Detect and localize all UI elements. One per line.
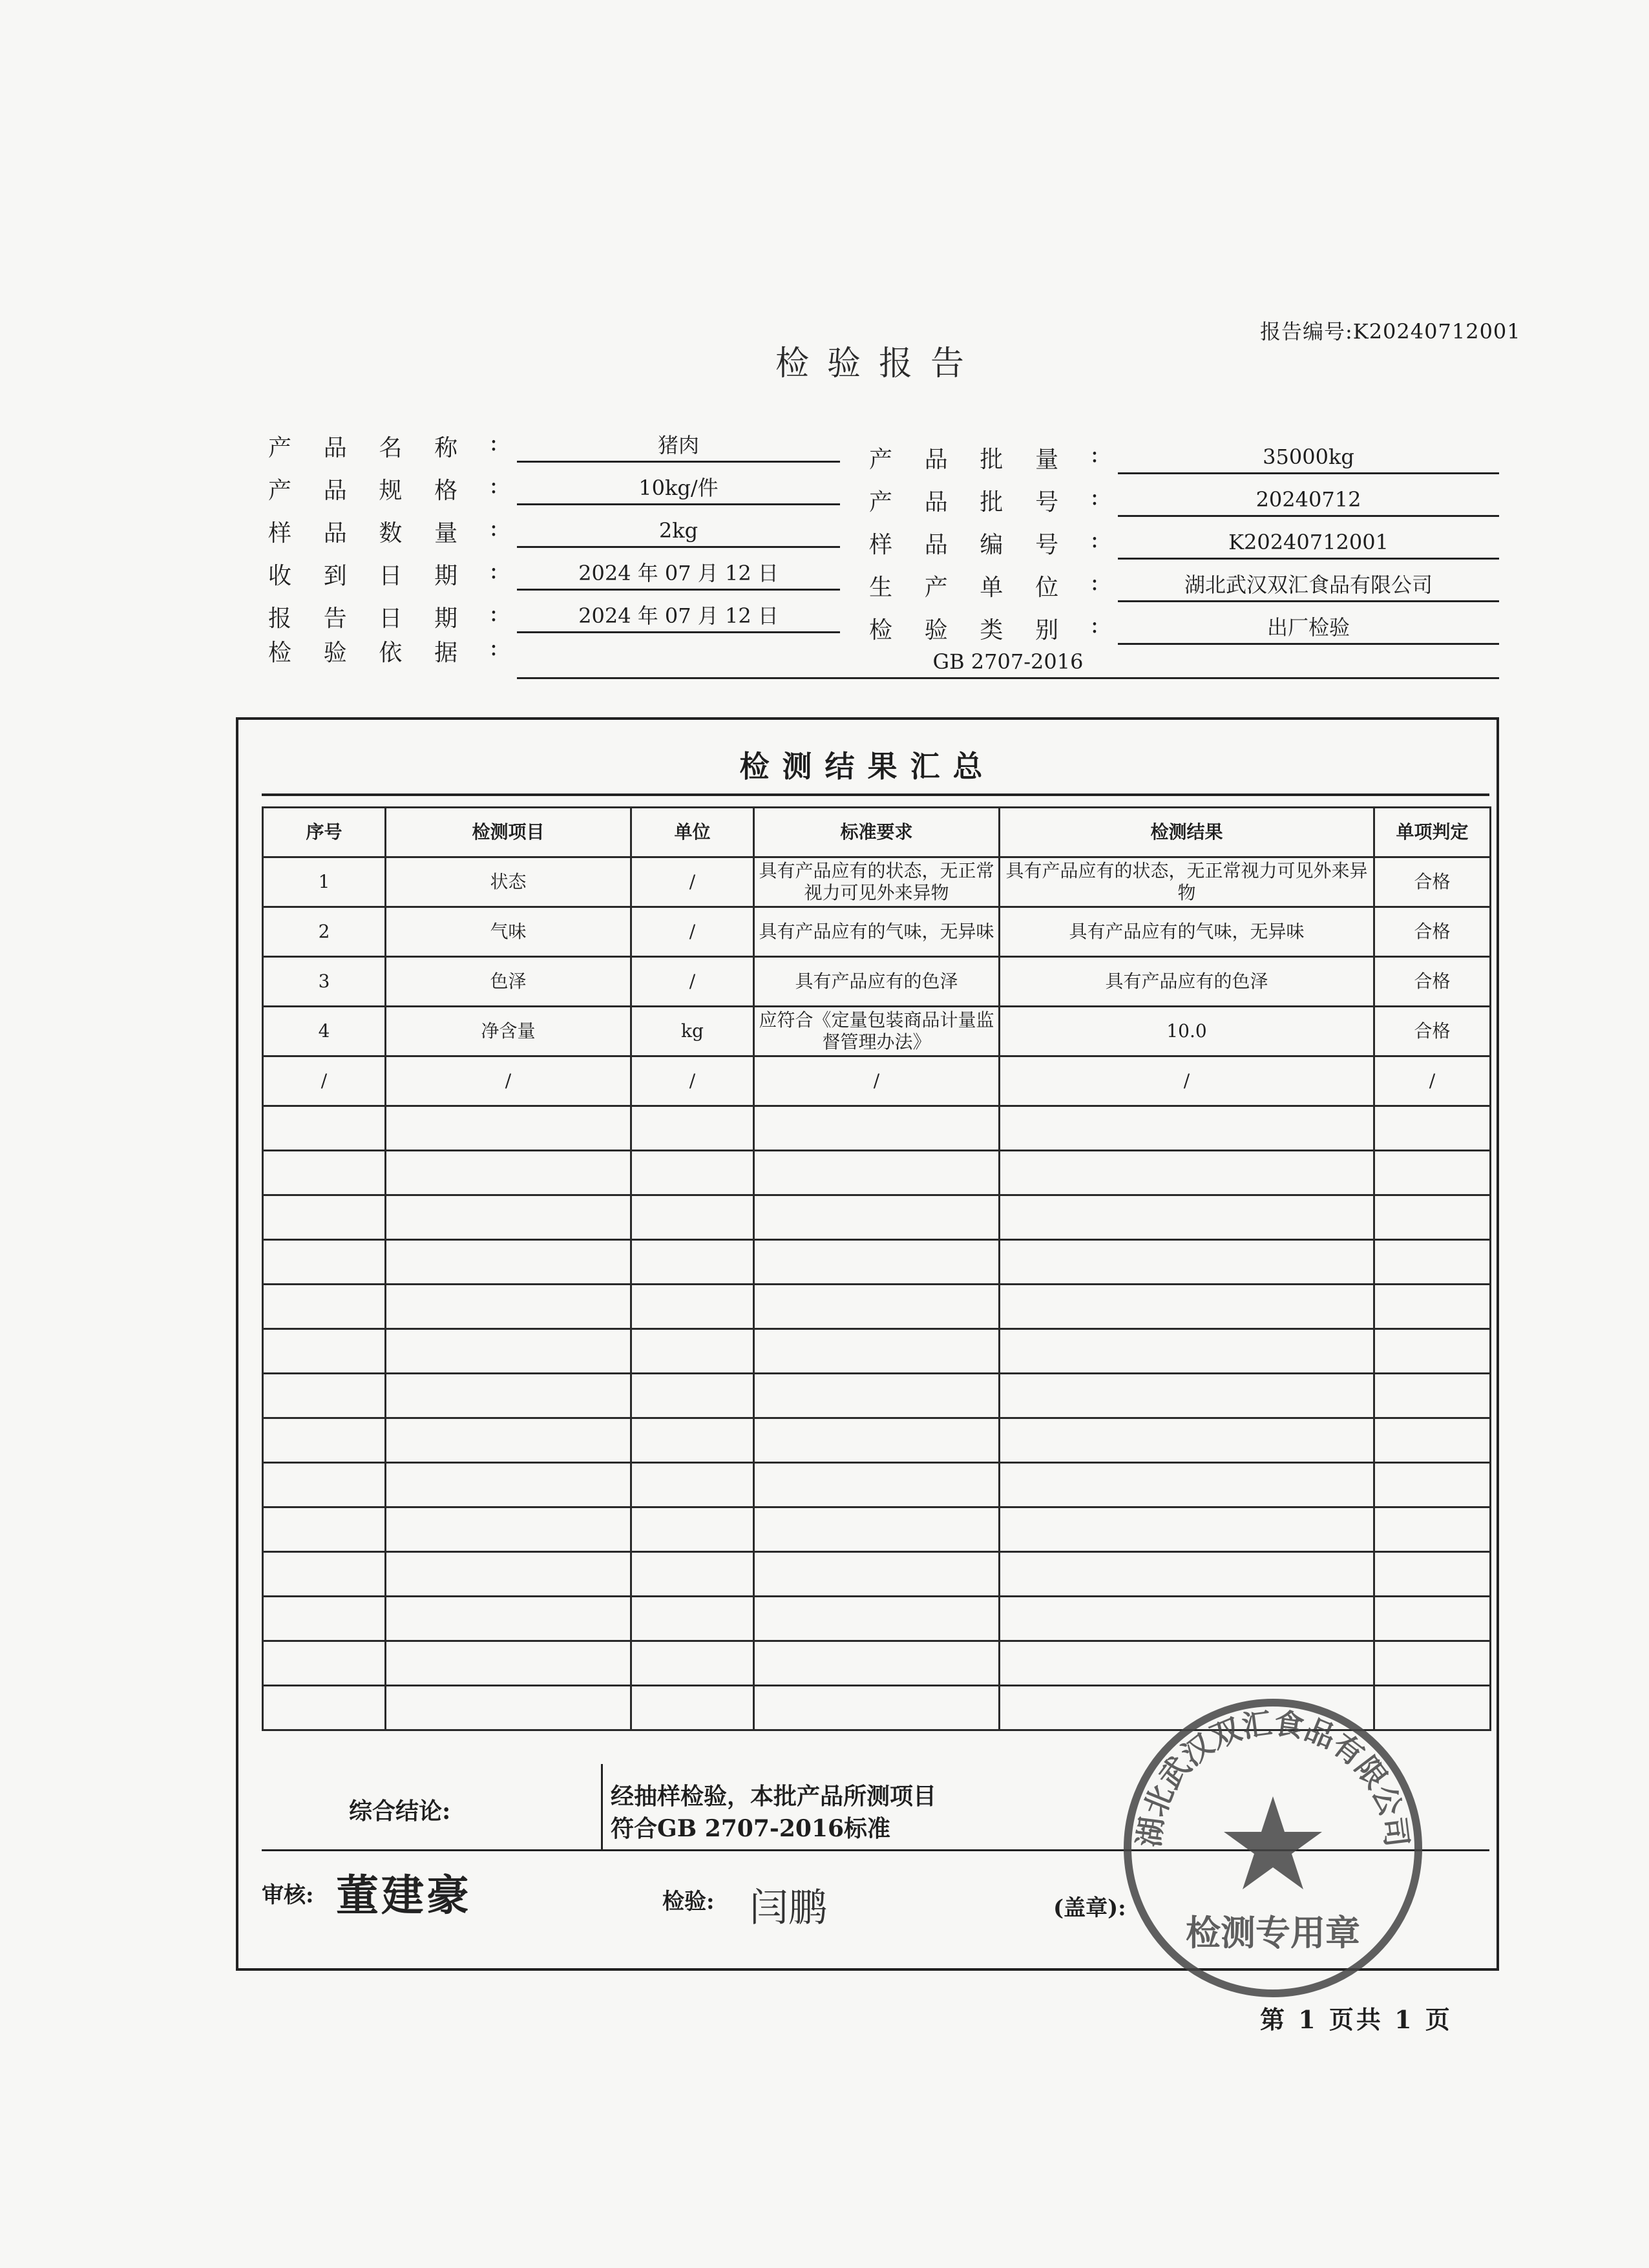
empty-cell — [1374, 1374, 1491, 1418]
empty-table-row — [263, 1641, 1491, 1686]
left-info-block — [268, 420, 840, 633]
right-field-label: 样 品 编 号 : — [869, 527, 1098, 558]
empty-cell — [386, 1552, 631, 1597]
empty-cell — [1374, 1151, 1491, 1195]
right-field-label: 生 产 单 位 : — [869, 569, 1098, 601]
results-header-cell: 单位 — [631, 808, 754, 857]
empty-cell — [1000, 1552, 1374, 1597]
empty-cell — [754, 1641, 1000, 1686]
empty-cell — [386, 1686, 631, 1730]
table-cell: 色泽 — [386, 957, 631, 1007]
left-field-value: 2024 年 07 月 12 日 — [517, 558, 840, 591]
table-cell: / — [631, 857, 754, 907]
conclusion-line-2: 符合GB 2707-2016标准 — [611, 1815, 891, 1842]
table-cell: / — [631, 957, 754, 1007]
basis-value: GB 2707-2016 — [517, 646, 1499, 679]
empty-cell — [1374, 1418, 1491, 1463]
empty-cell — [263, 1641, 386, 1686]
table-row — [263, 907, 1491, 957]
empty-cell — [631, 1686, 754, 1730]
table-row — [263, 1007, 1491, 1056]
seal-label: (盖章): — [1053, 1895, 1126, 1921]
empty-cell — [386, 1374, 631, 1418]
table-cell: 合格 — [1374, 857, 1491, 907]
empty-table-row — [263, 1195, 1491, 1240]
right-field-value: 湖北武汉双汇食品有限公司 — [1118, 569, 1499, 602]
empty-cell — [1374, 1552, 1491, 1597]
empty-cell — [1374, 1641, 1491, 1686]
empty-cell — [1374, 1106, 1491, 1151]
conclusion-line-1: 经抽样检验，本批产品所测项目 — [611, 1783, 937, 1810]
reviewer-signature: 董建豪 — [336, 1870, 472, 1920]
empty-cell — [263, 1106, 386, 1151]
left-field-value: 2kg — [517, 515, 840, 548]
left-field-1 — [268, 463, 840, 505]
empty-table-row — [263, 1507, 1491, 1552]
empty-cell — [386, 1106, 631, 1151]
empty-cell — [1000, 1329, 1374, 1374]
empty-cell — [263, 1374, 386, 1418]
empty-cell — [754, 1329, 1000, 1374]
left-field-3 — [268, 548, 840, 591]
empty-cell — [754, 1597, 1000, 1641]
right-field-0 — [869, 432, 1499, 474]
table-cell: / — [631, 907, 754, 957]
empty-cell — [263, 1597, 386, 1641]
seal-center-text: 检测专用章 — [1186, 1912, 1360, 1953]
empty-cell — [1000, 1106, 1374, 1151]
report-number: 报告编号:K20240712001 — [1260, 319, 1521, 344]
star-icon — [1224, 1796, 1322, 1889]
empty-cell — [1374, 1240, 1491, 1285]
empty-cell — [263, 1195, 386, 1240]
table-cell: / — [1000, 1056, 1374, 1106]
empty-cell — [386, 1329, 631, 1374]
table-cell: / — [631, 1056, 754, 1106]
empty-cell — [1000, 1418, 1374, 1463]
results-title-divider — [262, 793, 1489, 796]
empty-cell — [1000, 1507, 1374, 1552]
table-cell: 10.0 — [1000, 1007, 1374, 1056]
empty-table-row — [263, 1329, 1491, 1374]
left-field-label: 报 告 日 期 : — [268, 600, 498, 632]
empty-cell — [631, 1418, 754, 1463]
inspector-label: 检验: — [662, 1889, 715, 1915]
empty-table-row — [263, 1552, 1491, 1597]
page-title: 检验报告 — [775, 344, 982, 383]
empty-cell — [386, 1597, 631, 1641]
table-cell: / — [754, 1056, 1000, 1106]
empty-cell — [386, 1641, 631, 1686]
empty-cell — [754, 1151, 1000, 1195]
left-field-value: 10kg/件 — [517, 472, 840, 505]
empty-cell — [754, 1106, 1000, 1151]
empty-cell — [631, 1151, 754, 1195]
table-cell: 状态 — [386, 857, 631, 907]
basis-label: 检 验 依 据 : — [268, 635, 498, 666]
table-row — [263, 1056, 1491, 1106]
empty-cell — [263, 1418, 386, 1463]
empty-cell — [1374, 1597, 1491, 1641]
left-field-label: 收 到 日 期 : — [268, 558, 498, 589]
empty-cell — [386, 1507, 631, 1552]
empty-cell — [263, 1151, 386, 1195]
left-field-label: 样 品 数 量 : — [268, 515, 498, 547]
right-field-label: 产 品 批 号 : — [869, 484, 1098, 516]
empty-cell — [263, 1329, 386, 1374]
empty-cell — [386, 1240, 631, 1285]
table-cell: 3 — [263, 957, 386, 1007]
empty-cell — [263, 1463, 386, 1507]
empty-cell — [754, 1195, 1000, 1240]
table-cell: 具有产品应有的气味，无异味 — [1000, 907, 1374, 957]
empty-cell — [263, 1686, 386, 1730]
table-cell: / — [386, 1056, 631, 1106]
empty-cell — [754, 1686, 1000, 1730]
empty-cell — [631, 1552, 754, 1597]
table-cell: 具有产品应有的状态，无正常视力可见外来异物 — [1000, 857, 1374, 907]
conclusion-divider — [601, 1764, 603, 1849]
results-title: 检测结果汇总 — [739, 749, 996, 784]
results-header-cell: 标准要求 — [754, 808, 1000, 857]
table-cell: 气味 — [386, 907, 631, 957]
empty-cell — [386, 1418, 631, 1463]
empty-cell — [1374, 1195, 1491, 1240]
right-field-2 — [869, 517, 1499, 560]
empty-cell — [263, 1552, 386, 1597]
left-field-2 — [268, 505, 840, 548]
basis-row — [268, 635, 498, 667]
table-row — [263, 857, 1491, 907]
empty-cell — [386, 1463, 631, 1507]
table-cell: 具有产品应有的气味，无异味 — [754, 907, 1000, 957]
empty-table-row — [263, 1106, 1491, 1151]
table-cell: 1 — [263, 857, 386, 907]
empty-cell — [1000, 1195, 1374, 1240]
right-field-value: K20240712001 — [1118, 527, 1499, 560]
table-cell: 应符合《定量包装商品计量监督管理办法》 — [754, 1007, 1000, 1056]
right-field-label: 产 品 批 量 : — [869, 441, 1098, 473]
right-field-value: 20240712 — [1118, 484, 1499, 517]
table-cell: 具有产品应有的色泽 — [754, 957, 1000, 1007]
empty-cell — [1000, 1151, 1374, 1195]
right-field-3 — [869, 560, 1499, 602]
empty-table-row — [263, 1285, 1491, 1329]
empty-table-row — [263, 1463, 1491, 1507]
table-cell: 合格 — [1374, 907, 1491, 957]
empty-cell — [754, 1418, 1000, 1463]
company-seal — [1111, 1686, 1434, 2010]
table-cell: 净含量 — [386, 1007, 631, 1056]
table-cell: 2 — [263, 907, 386, 957]
conclusion-label: 综合结论: — [349, 1798, 451, 1825]
empty-cell — [263, 1240, 386, 1285]
empty-cell — [631, 1507, 754, 1552]
empty-cell — [263, 1507, 386, 1552]
table-cell: 4 — [263, 1007, 386, 1056]
table-cell: 合格 — [1374, 1007, 1491, 1056]
empty-table-row — [263, 1240, 1491, 1285]
empty-cell — [1000, 1240, 1374, 1285]
right-field-label: 检 验 类 别 : — [869, 612, 1098, 644]
right-field-4 — [869, 602, 1499, 645]
empty-cell — [1374, 1507, 1491, 1552]
empty-table-row — [263, 1151, 1491, 1195]
empty-cell — [1374, 1285, 1491, 1329]
left-field-4 — [268, 591, 840, 633]
empty-cell — [386, 1151, 631, 1195]
empty-cell — [754, 1240, 1000, 1285]
seal-ring-text: 湖北武汉双汇食品有限公司 — [1131, 1705, 1415, 1849]
results-header-cell: 单项判定 — [1374, 808, 1491, 857]
empty-cell — [754, 1463, 1000, 1507]
right-info-block — [869, 432, 1499, 645]
conclusion-text — [611, 1780, 1011, 1845]
table-cell: / — [263, 1056, 386, 1106]
reviewer-label: 审核: — [262, 1882, 314, 1908]
left-field-label: 产 品 规 格 : — [268, 472, 498, 504]
empty-cell — [631, 1240, 754, 1285]
empty-cell — [1374, 1463, 1491, 1507]
empty-cell — [386, 1285, 631, 1329]
empty-cell — [631, 1106, 754, 1151]
empty-cell — [754, 1507, 1000, 1552]
empty-cell — [1000, 1641, 1374, 1686]
empty-cell — [1000, 1463, 1374, 1507]
table-cell: 合格 — [1374, 957, 1491, 1007]
empty-cell — [1000, 1285, 1374, 1329]
left-field-value: 猪肉 — [517, 430, 840, 463]
empty-cell — [631, 1195, 754, 1240]
table-cell: 具有产品应有的状态，无正常视力可见外来异物 — [754, 857, 1000, 907]
left-field-value: 2024 年 07 月 12 日 — [517, 600, 840, 633]
empty-table-row — [263, 1597, 1491, 1641]
table-row — [263, 957, 1491, 1007]
right-field-value: 出厂检验 — [1118, 612, 1499, 645]
empty-cell — [631, 1374, 754, 1418]
results-header-cell: 序号 — [263, 808, 386, 857]
results-header-cell: 检测结果 — [1000, 808, 1374, 857]
empty-cell — [631, 1597, 754, 1641]
page-number: 第 1 页共 1 页 — [1260, 2005, 1453, 2034]
empty-cell — [754, 1552, 1000, 1597]
left-field-0 — [268, 420, 840, 463]
results-header-cell: 检测项目 — [386, 808, 631, 857]
empty-table-row — [263, 1418, 1491, 1463]
right-field-value: 35000kg — [1118, 441, 1499, 474]
right-field-1 — [869, 474, 1499, 517]
empty-table-row — [263, 1374, 1491, 1418]
empty-cell — [386, 1195, 631, 1240]
empty-cell — [631, 1329, 754, 1374]
empty-cell — [631, 1463, 754, 1507]
table-cell: / — [1374, 1056, 1491, 1106]
left-field-label: 产 品 名 称 : — [268, 430, 498, 461]
empty-cell — [631, 1641, 754, 1686]
results-table — [262, 806, 1491, 1731]
empty-cell — [754, 1374, 1000, 1418]
empty-cell — [754, 1285, 1000, 1329]
empty-cell — [631, 1285, 754, 1329]
inspector-signature: 闫鹏 — [750, 1885, 827, 1931]
empty-cell — [1000, 1597, 1374, 1641]
results-header-row — [263, 808, 1491, 857]
empty-cell — [263, 1285, 386, 1329]
empty-cell — [1374, 1329, 1491, 1374]
table-cell: kg — [631, 1007, 754, 1056]
table-cell: 具有产品应有的色泽 — [1000, 957, 1374, 1007]
empty-cell — [1000, 1374, 1374, 1418]
